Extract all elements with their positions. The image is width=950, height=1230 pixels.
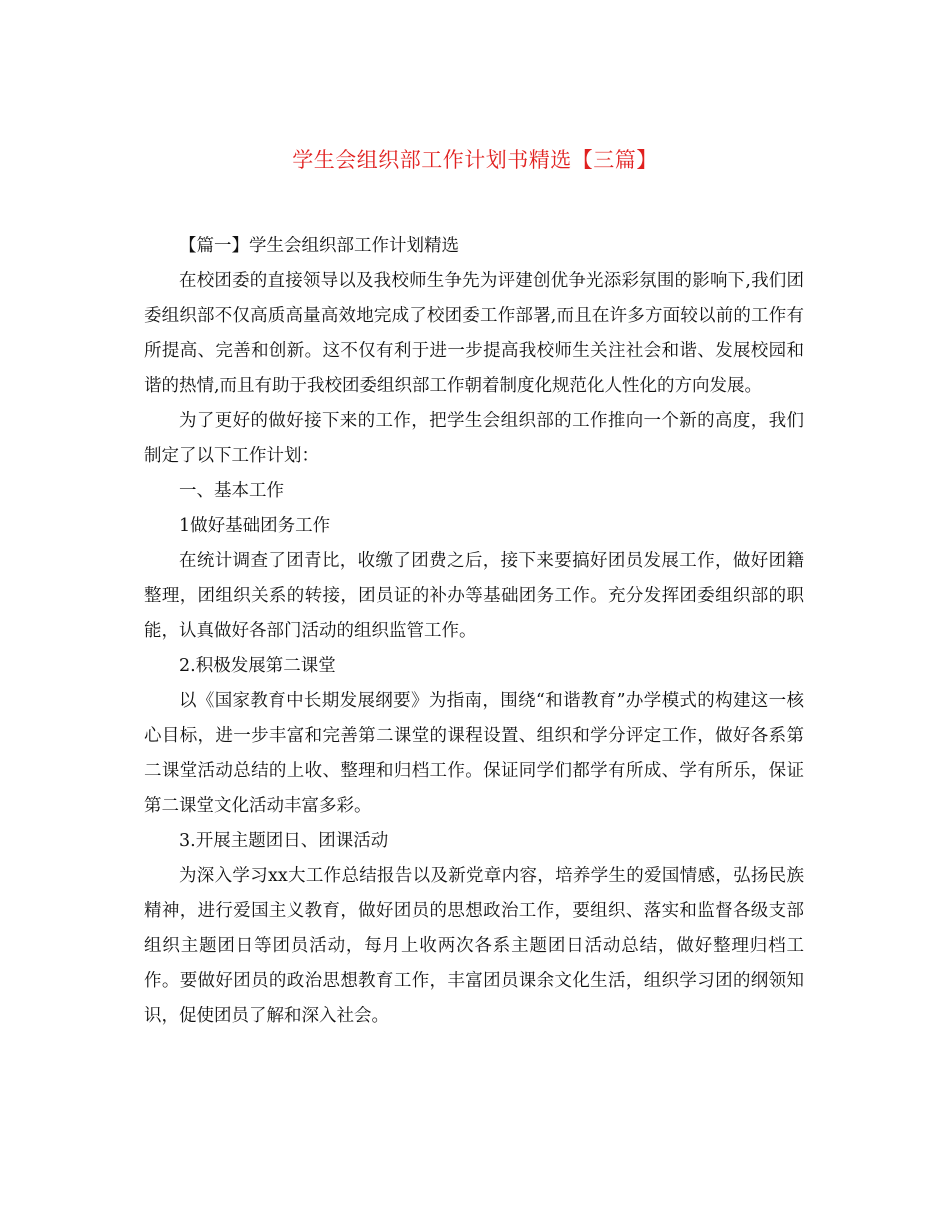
paragraph: 为了更好的做好接下来的工作，把学生会组织部的工作推向一个新的高度，我们制定了以下工作计划： bbox=[144, 411, 804, 466]
document-body bbox=[144, 229, 804, 1034]
subheading: 3.开展主题团日、团课活动 bbox=[179, 831, 389, 851]
paragraph: 在校团委的直接领导以及我校师生争先为评建创优争光添彩氛围的影响下,我们团委组织部不仅高质高量高效地完成了校团委工作部署,而且在许多方面较以前的工作有所提高、完善和创新。这不仅有利于进一步提高我校师生关注社会和谐、发展校园和谐的热情,而且有助于我校团委组织部工作朝着制度化规范化人性化的方向发展。 bbox=[144, 271, 804, 396]
subheading: 1做好基础团务工作 bbox=[179, 516, 331, 536]
document-title: 学生会组织部工作计划书精选【三篇】 bbox=[292, 148, 658, 172]
paragraph: 以《国家教育中长期发展纲要》为指南，围绕“和谐教育”办学模式的构建这一核心目标，进一步丰富和完善第二课堂的课程设置、组织和学分评定工作，做好各系第二课堂活动总结的上收、整理和归档工作。保证同学们都学有所成、学有所乐，保证第二课堂文化活动丰富多彩。 bbox=[144, 691, 804, 816]
paragraph: 为深入学习xx大工作总结报告以及新党章内容，培养学生的爱国情感，弘扬民族精神，进行爱国主义教育，做好团员的思想政治工作，要组织、落实和监督各级支部组织主题团日等团员活动，每月上收两次各系主题团日活动总结，做好整理归档工作。要做好团员的政治思想教育工作，丰富团员课余文化生活，组织学习团的纲领知识，促使团员了解和深入社会。 bbox=[144, 866, 804, 1026]
section-heading-1: 【篇一】学生会组织部工作计划精选 bbox=[179, 236, 459, 256]
paragraph: 在统计调查了团青比，收缴了团费之后，接下来要搞好团员发展工作，做好团籍整理，团组织关系的转接，团员证的补办等基础团务工作。充分发挥团委组织部的职能，认真做好各部门活动的组织监管工作。 bbox=[144, 551, 804, 641]
subheading: 一、基本工作 bbox=[179, 481, 284, 501]
subheading: 2.积极发展第二课堂 bbox=[179, 656, 336, 676]
